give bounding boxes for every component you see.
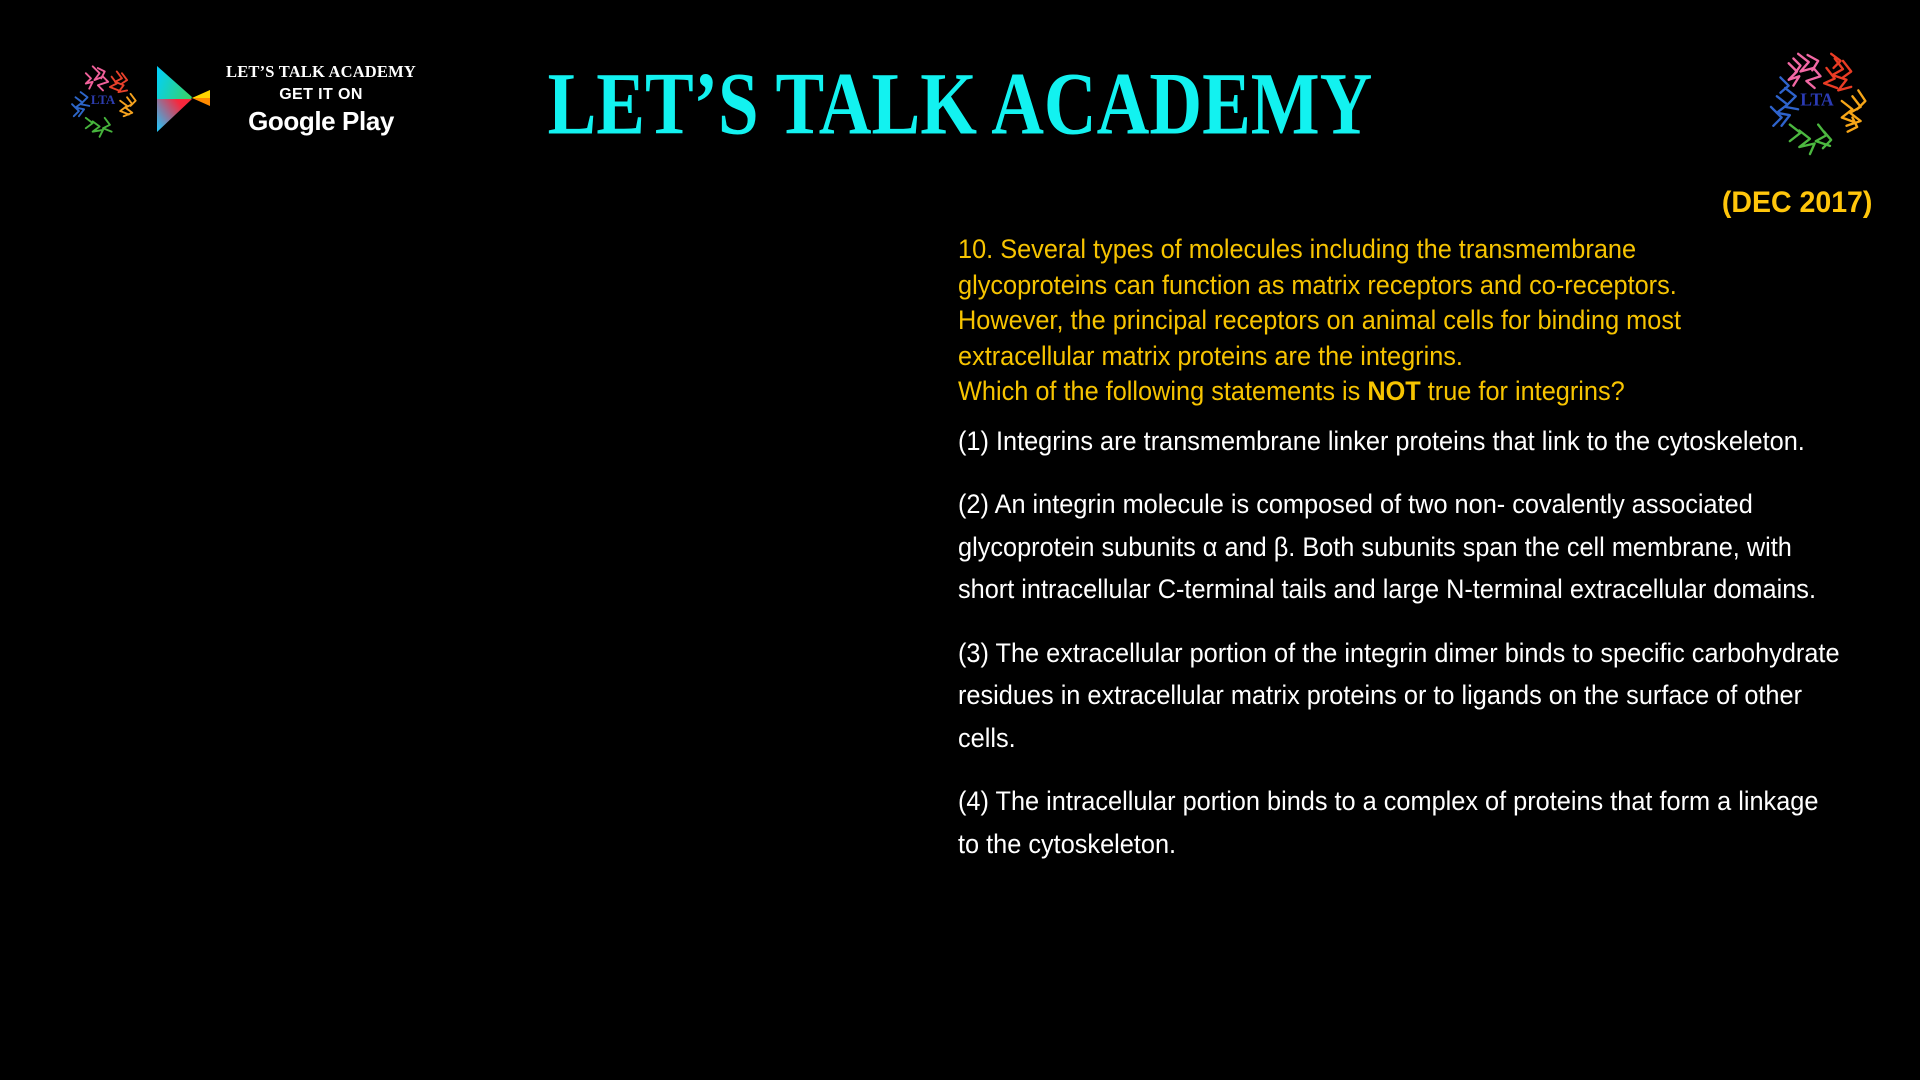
play-badge-brand-line: LET’S TALK ACADEMY: [226, 61, 417, 81]
protein-ribbon-lta-logo-icon-right: [1756, 42, 1878, 160]
question-line-3: However, the principal receptors on animal cells for binding most: [958, 305, 1682, 335]
answer-option-3[interactable]: (3) The extracellular portion of the integrin dimer binds to specific carbohydrate residues in extracellular matrix proteins or to ligands on the surface of other cells.: [958, 637, 1840, 753]
answer-option-4[interactable]: (4) The intracellular portion binds to a complex of proteins that form a linkage to the cytoskeleton.: [958, 786, 1819, 859]
page-header: [0, 0, 1920, 185]
question-stem: [958, 232, 1846, 410]
question-line-1: 10. Several types of molecules including the transmembrane: [958, 234, 1637, 264]
svg-text:LTA: LTA: [1800, 89, 1834, 110]
answer-option-2[interactable]: (2) An integrin molecule is composed of two non- covalently associated glycoprotein subunits α and β. Both subunits span the cell membrane, with short intracellular C-terminal tails and large N-terminal extracellular domains.: [958, 489, 1816, 604]
question-prompt-after: true for integrins?: [1420, 376, 1625, 406]
question-content: [958, 232, 1888, 865]
question-prompt-emphasis: NOT: [1367, 376, 1421, 406]
question-line-4: extracellular matrix proteins are the integrins.: [958, 340, 1463, 371]
question-line-2: glycoproteins can function as matrix receptors and co-receptors.: [958, 269, 1677, 300]
play-badge-get-it-on: GET IT ON: [279, 86, 363, 104]
play-badge-store-name: Google Play: [248, 106, 394, 137]
question-prompt-before: Which of the following statements is: [958, 376, 1368, 406]
page-title: LET’S TALK ACADEMY: [547, 54, 1373, 154]
answer-option-1[interactable]: (1) Integrins are transmembrane linker proteins that link to the cytoskeleton.: [958, 425, 1805, 456]
svg-text:LTA: LTA: [90, 93, 116, 108]
question-prompt: [958, 374, 1846, 410]
exam-session-badge: (DEC 2017): [1721, 186, 1872, 219]
